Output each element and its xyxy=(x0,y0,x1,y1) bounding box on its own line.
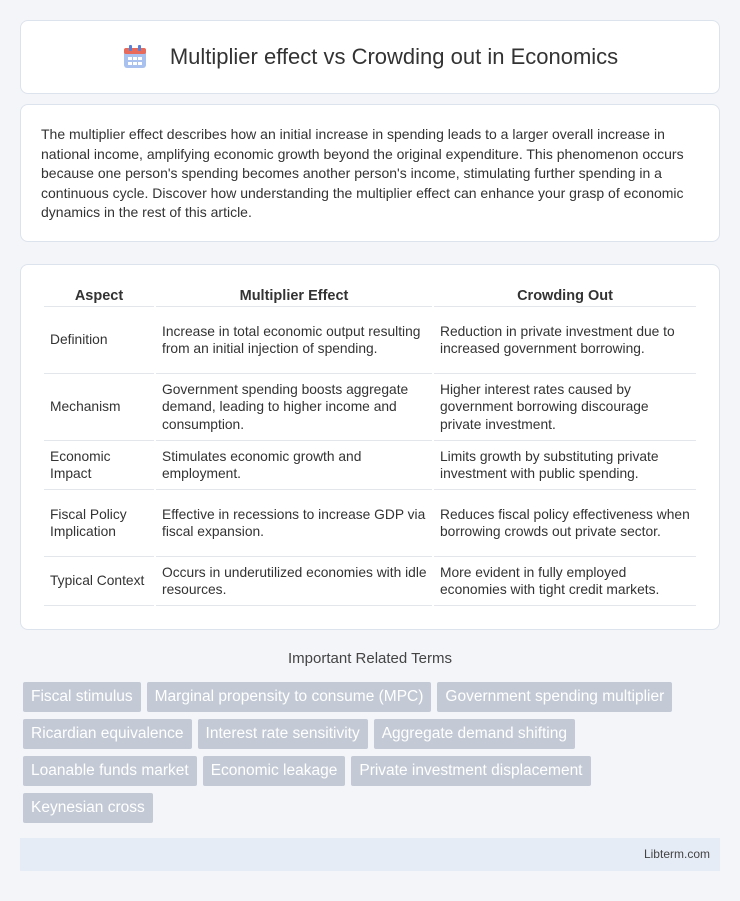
page-title: Multiplier effect vs Crowding out in Economics xyxy=(169,44,619,69)
related-term-tag[interactable]: Keynesian cross xyxy=(23,793,153,823)
related-terms-list xyxy=(23,682,713,823)
cell-crowding: Higher interest rates caused by government borrowing discourage private investment. xyxy=(434,374,696,441)
footer xyxy=(20,838,720,871)
header-multiplier-effect: Multiplier Effect xyxy=(156,285,432,307)
related-term-tag[interactable]: Loanable funds market xyxy=(23,756,197,786)
cell-aspect: Fiscal Policy Implication xyxy=(44,490,154,557)
cell-crowding: Limits growth by substituting private investment with public spending. xyxy=(434,441,696,490)
related-term-tag[interactable]: Aggregate demand shifting xyxy=(374,719,575,749)
table-header-row xyxy=(44,285,696,307)
cell-aspect: Typical Context xyxy=(44,557,154,606)
cell-crowding: Reduction in private investment due to increased government borrowing. xyxy=(434,307,696,374)
table-row xyxy=(44,490,696,557)
comparison-table-card xyxy=(20,264,720,630)
header-card xyxy=(20,20,720,94)
related-term-tag[interactable]: Private investment displacement xyxy=(351,756,590,786)
comparison-table xyxy=(42,285,698,606)
cell-aspect: Definition xyxy=(44,307,154,374)
table-row xyxy=(44,557,696,606)
cell-multiplier: Effective in recessions to increase GDP via fiscal expansion. xyxy=(156,490,432,557)
related-term-tag[interactable]: Marginal propensity to consume (MPC) xyxy=(147,682,432,712)
header-crowding-out: Crowding Out xyxy=(434,285,696,307)
header-aspect: Aspect xyxy=(44,285,154,307)
related-term-tag[interactable]: Ricardian equivalence xyxy=(23,719,192,749)
table-row xyxy=(44,441,696,490)
related-terms-title: Important Related Terms xyxy=(288,650,452,667)
related-term-tag[interactable]: Economic leakage xyxy=(203,756,346,786)
calendar-icon xyxy=(122,44,148,70)
related-term-tag[interactable]: Government spending multiplier xyxy=(437,682,672,712)
intro-paragraph: The multiplier effect describes how an initial increase in spending leads to a larger overall increase in national income, amplifying economic growth beyond the original expenditure. This phenomenon occurs because one person's spending becomes another person's income, stimulating further spending in a continuous cycle. Discover how understanding the multiplier effect can enhance your grasp of economic dynamics in the rest of this article. xyxy=(41,126,684,221)
cell-crowding: Reduces fiscal policy effectiveness when borrowing crowds out private sector. xyxy=(434,490,696,557)
footer-site-link[interactable]: Libterm.com xyxy=(643,847,710,861)
cell-aspect: Economic Impact xyxy=(44,441,154,490)
cell-multiplier: Stimulates economic growth and employment. xyxy=(156,441,432,490)
table-row xyxy=(44,307,696,374)
related-term-tag[interactable]: Fiscal stimulus xyxy=(23,682,141,712)
cell-multiplier: Government spending boosts aggregate demand, leading to higher income and consumption. xyxy=(156,374,432,441)
cell-crowding: More evident in fully employed economies with tight credit markets. xyxy=(434,557,696,606)
table-row xyxy=(44,374,696,441)
cell-multiplier: Increase in total economic output resulting from an initial injection of spending. xyxy=(156,307,432,374)
intro-card xyxy=(20,104,720,242)
cell-aspect: Mechanism xyxy=(44,374,154,441)
related-term-tag[interactable]: Interest rate sensitivity xyxy=(198,719,368,749)
cell-multiplier: Occurs in underutilized economies with idle resources. xyxy=(156,557,432,606)
